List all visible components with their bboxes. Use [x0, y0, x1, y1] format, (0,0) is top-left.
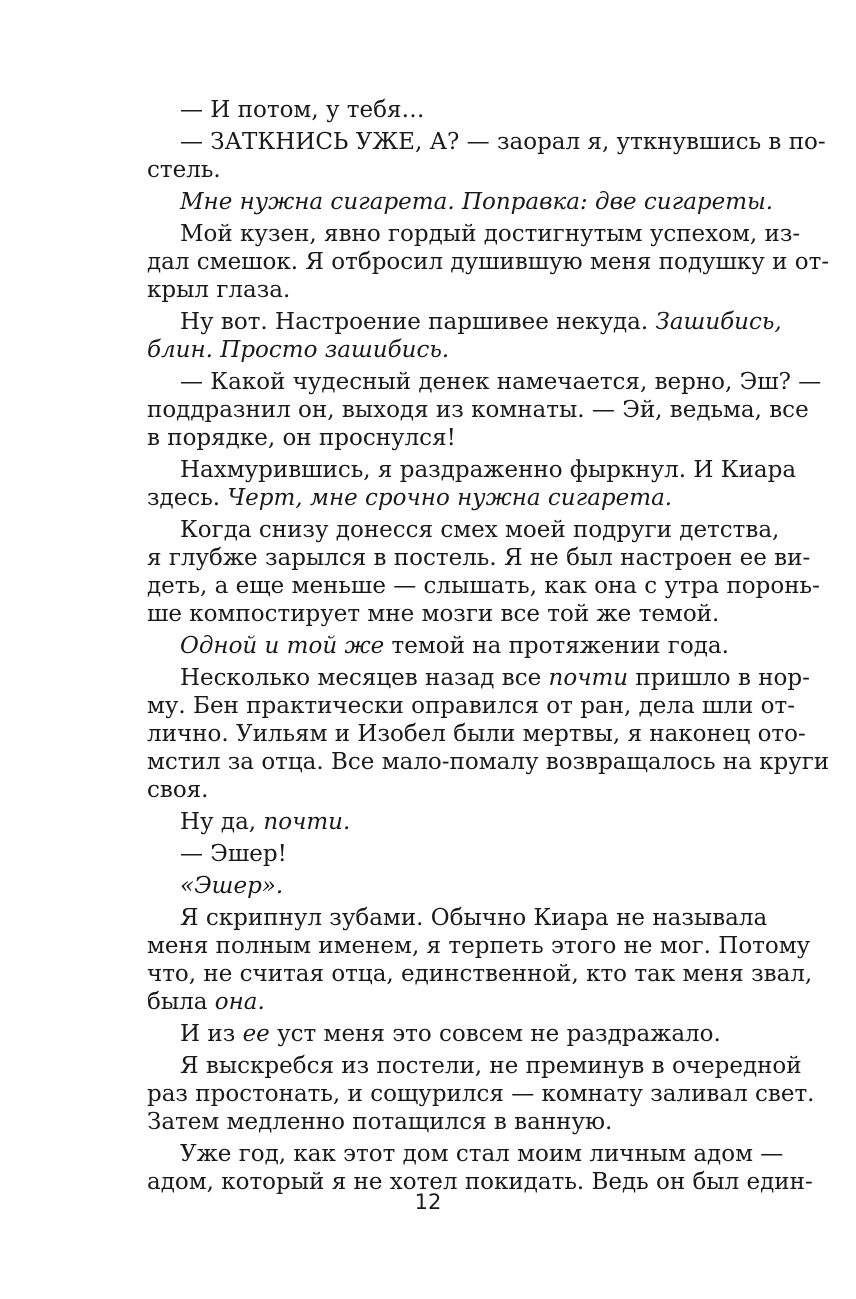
text-span: Ну вот. Настроение паршивее некуда.: [180, 309, 656, 335]
italic-text: «Эшер».: [180, 873, 284, 899]
italic-text: Мне нужна сигарета. Поправка: две сигареты.: [180, 189, 774, 215]
text-line: Нахмурившись, я раздраженно фыркнул. И Киара: [180, 457, 797, 483]
text-line: раз простонать, и сощурился — комнату заливал свет.: [147, 1081, 815, 1107]
text-line: я глубже зарылся в постель. Я не был настроен ее ви-: [147, 545, 811, 571]
text-line: — Эшер!: [180, 841, 287, 867]
text-line: [147, 308, 782, 336]
text-span: Несколько месяцев назад все: [180, 665, 549, 691]
text-line: деть, а еще меньше — слышать, как она с утра поронь-: [147, 573, 820, 599]
text-line: [147, 808, 751, 836]
text-line: му. Бен практически оправился от ран, дела шли от-: [147, 693, 795, 719]
italic-text: блин. Просто зашибись.: [147, 337, 450, 363]
text-line: [147, 988, 751, 1016]
text-line: Я скрипнул зубами. Обычно Киара не называла: [180, 905, 768, 931]
text-line: адом, который я не хотел покидать. Ведь он был един-: [147, 1169, 813, 1195]
text-span: И из: [180, 1021, 243, 1047]
text-line: [147, 632, 751, 660]
text-line: Мой кузен, явно гордый достигнутым успехом, из-: [180, 221, 801, 247]
text-line: [147, 872, 751, 900]
italic-text: почти.: [263, 809, 351, 835]
text-span: здесь.: [147, 485, 228, 511]
italic-text: она.: [214, 989, 265, 1015]
text-line: Уже год, как этот дом стал моим личным адом —: [180, 1141, 784, 1167]
italic-text: ее: [242, 1021, 270, 1047]
text-line: что, не считая отца, единственной, кто так меня звал,: [147, 961, 813, 987]
text-line: лично. Уильям и Изобел были мертвы, я наконец ото-: [147, 721, 806, 747]
text-span: пришло в нор-: [628, 665, 810, 691]
text-line: [147, 1020, 751, 1048]
text-line: крыл глаза.: [147, 277, 291, 303]
text-line: [147, 484, 751, 512]
text-line: Когда снизу донесся смех моей подруги детства,: [180, 517, 780, 543]
text-span: темой на протяжении года.: [384, 633, 729, 659]
text-line: — И потом, у тебя…: [180, 97, 425, 123]
italic-text: Черт, мне срочно нужна сигарета.: [227, 485, 673, 511]
book-page-text: [147, 96, 830, 1196]
text-span: Ну да,: [180, 809, 264, 835]
page-number: 12: [414, 1190, 442, 1214]
text-line: дал смешок. Я отбросил душившую меня подушку и от-: [147, 249, 830, 275]
italic-text: Зашибись,: [655, 309, 782, 335]
text-line: своя.: [147, 777, 209, 803]
italic-text: Одной и той же: [180, 633, 385, 659]
text-line: стель.: [147, 157, 221, 183]
text-span: уст меня это совсем не раздражало.: [269, 1021, 721, 1047]
text-line: — Какой чудесный денек намечается, верно, Эш? —: [180, 369, 822, 395]
text-line: ше компостирует мне мозги все той же темой.: [147, 601, 720, 627]
text-line: [147, 664, 810, 692]
italic-text: почти: [548, 665, 629, 691]
text-line: меня полным именем, я терпеть этого не мог. Потому: [147, 933, 811, 959]
text-line: [147, 336, 751, 364]
text-line: Затем медленно потащился в ванную.: [147, 1109, 613, 1135]
text-line: в порядке, он проснулся!: [147, 425, 456, 451]
text-line: — ЗАТКНИСЬ УЖЕ, А? — заорал я, уткнувшись в по-: [180, 129, 826, 155]
text-line: мстил за отца. Все мало-помалу возвращалось на круги: [147, 749, 830, 775]
text-span: была: [147, 989, 215, 1015]
text-line: [147, 188, 774, 216]
text-line: поддразнил он, выходя из комнаты. — Эй, ведьма, все: [147, 397, 809, 423]
text-line: Я выскребся из постели, не преминув в очередной: [180, 1053, 802, 1079]
